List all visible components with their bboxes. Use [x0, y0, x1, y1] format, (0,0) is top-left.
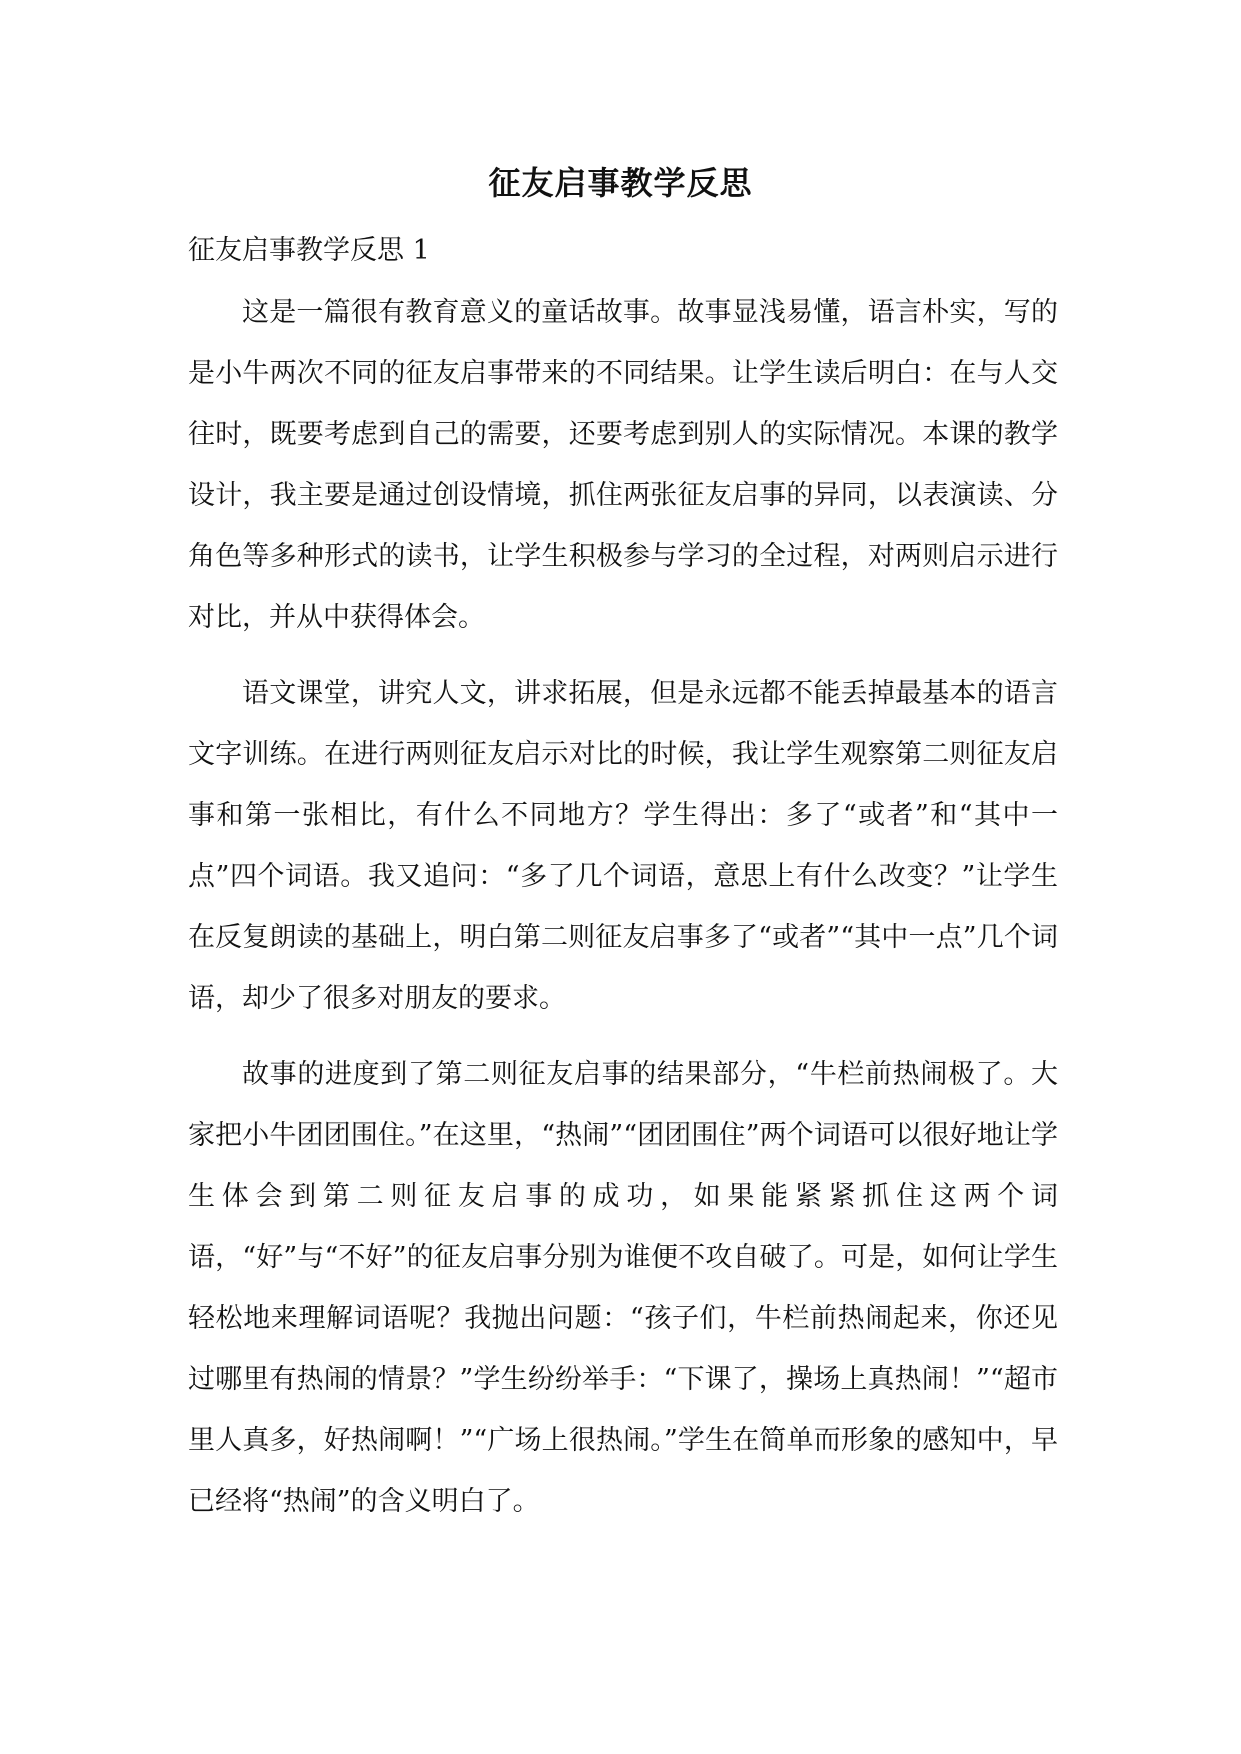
paragraph-1: 这是一篇很有教育意义的童话故事。故事显浅易懂，语言朴实，写的是小牛两次不同的征友启事带来的不同结果。让学生读后明白：在与人交往时，既要考虑到自己的需要，还要考虑到别人的实际情况。本课的教学设计，我主要是通过创设情境，抓住两张征友启事的异同，以表演读、分角色等多种形式的读书，让学生积极参与学习的全过程，对两则启示进行对比，并从中获得体会。	[188, 297, 1058, 633]
document-title: 征友启事教学反思	[488, 164, 753, 202]
section-heading: 征友启事教学反思 1	[188, 235, 430, 266]
paragraph-2: 语文课堂，讲究人文，讲求拓展，但是永远都不能丢掉最基本的语言文字训练。在进行两则征友启示对比的时候，我让学生观察第二则征友启事和第一张相比，有什么不同地方？学生得出：多了“或者”和“其中一点”四个词语。我又追问：“多了几个词语，意思上有什么改变？”让学生在反复朗读的基础上，明白第二则征友启事多了“或者”“其中一点”几个词语，却少了很多对朋友的要求。	[188, 678, 1058, 1014]
paragraph-3: 故事的进度到了第二则征友启事的结果部分，“牛栏前热闹极了。大家把小牛团团围住。”在这里，“热闹”“团团围住”两个词语可以很好地让学生体会到第二则征友启事的成功，如果能紧紧抓住这两个词语，“好”与“不好”的征友启事分别为谁便不攻自破了。可是，如何让学生轻松地来理解词语呢？我抛出问题：“孩子们，牛栏前热闹起来，你还见过哪里有热闹的情景？”学生纷纷举手：“下课了，操场上真热闹！”“超市里人真多，好热闹啊！”“广场上很热闹。”学生在简单而形象的感知中，早已经将“热闹”的含义明白了。	[188, 1059, 1058, 1517]
document-body	[188, 282, 1058, 1547]
